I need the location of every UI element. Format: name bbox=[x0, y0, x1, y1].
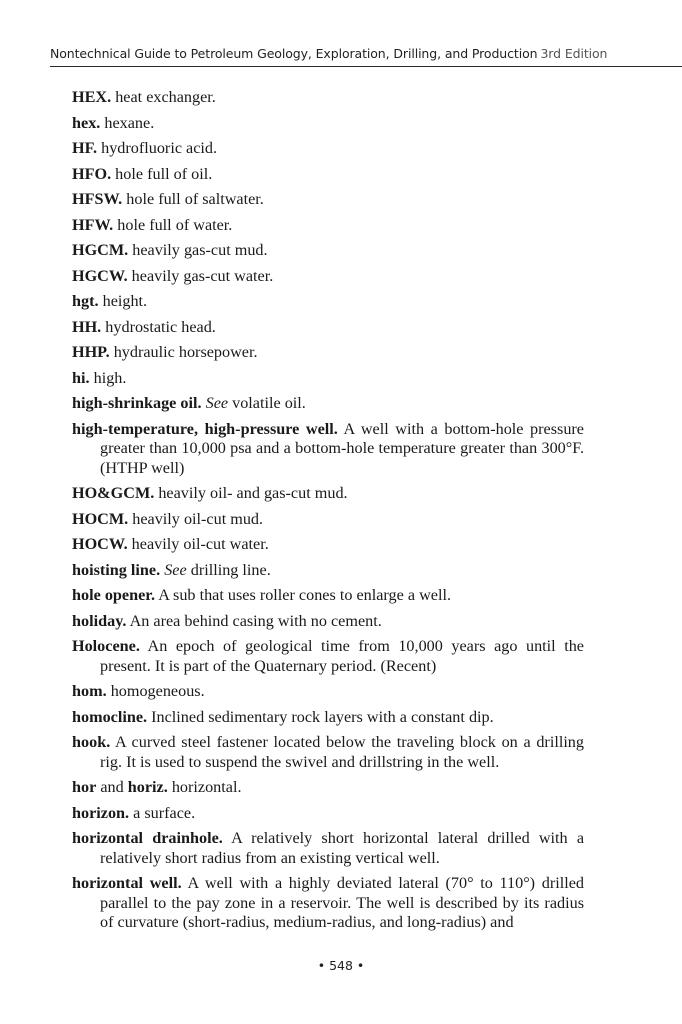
page-number: • 548 • bbox=[317, 958, 365, 973]
glossary-entry bbox=[72, 510, 584, 530]
entry-term: HFW. bbox=[72, 215, 114, 234]
entry-definition: heavily oil-cut water. bbox=[127, 535, 269, 553]
entry-definition: hole full of oil. bbox=[111, 164, 213, 183]
entry-term: horizontal well. bbox=[72, 874, 182, 892]
glossary-entry bbox=[72, 874, 584, 933]
entry-term: HOCM. bbox=[72, 509, 129, 528]
entry-term: Holocene. bbox=[72, 637, 140, 655]
entry-definition: heavily gas-cut mud. bbox=[128, 241, 268, 259]
glossary-entry bbox=[72, 190, 584, 210]
glossary-entry bbox=[72, 241, 584, 261]
entry-term: hex. bbox=[72, 113, 101, 132]
entry-term: HOCW. bbox=[72, 535, 128, 553]
entry-definition: hydraulic horsepower. bbox=[109, 343, 258, 361]
entry-term: HH. bbox=[72, 317, 102, 336]
glossary-entry bbox=[72, 484, 584, 504]
entry-term: HFSW. bbox=[72, 190, 123, 208]
entry-term: horizon. bbox=[72, 803, 130, 822]
glossary-entry bbox=[72, 88, 584, 108]
entry-term: high-shrinkage oil. bbox=[72, 394, 202, 412]
glossary-entry bbox=[72, 394, 584, 414]
entry-definition: drilling line. bbox=[186, 560, 271, 579]
glossary-entry bbox=[72, 637, 584, 676]
glossary-entry bbox=[72, 535, 584, 555]
glossary-entry bbox=[72, 829, 584, 868]
glossary-entry bbox=[72, 216, 584, 236]
glossary-entries bbox=[72, 88, 584, 939]
glossary-entry bbox=[72, 733, 584, 772]
entry-term: HF. bbox=[72, 139, 98, 157]
glossary-entry bbox=[72, 114, 584, 134]
glossary-entry bbox=[72, 318, 584, 338]
entry-definition: An area behind casing with no cement. bbox=[126, 611, 382, 630]
see-reference: See bbox=[201, 394, 229, 412]
edition-label: 3rd Edition bbox=[540, 46, 608, 61]
entry-definition: heat exchanger. bbox=[111, 88, 216, 106]
entry-definition: high. bbox=[89, 368, 127, 387]
glossary-entry bbox=[72, 292, 584, 312]
header-divider bbox=[50, 66, 682, 67]
entry-term: homocline. bbox=[72, 707, 148, 726]
glossary-entry bbox=[72, 586, 584, 606]
entry-definition: A curved steel fastener located below the traveling block on a drilling rig. It is used to suspend the swivel and drillstring in the well. bbox=[100, 733, 584, 771]
entry-definition: volatile oil. bbox=[228, 394, 306, 412]
entry-term: HGCM. bbox=[72, 241, 129, 259]
entry-term: HHP. bbox=[72, 343, 110, 361]
entry-definition: horizontal. bbox=[167, 778, 242, 796]
glossary-entry bbox=[72, 343, 584, 363]
glossary-entry bbox=[72, 682, 584, 702]
entry-definition: height. bbox=[98, 292, 148, 310]
entry-definition: A relatively short horizontal lateral drilled with a relatively short radius from an existing vertical well. bbox=[100, 829, 584, 867]
glossary-entry bbox=[72, 612, 584, 632]
entry-definition: heavily oil- and gas-cut mud. bbox=[154, 484, 348, 502]
entry-definition: hole full of water. bbox=[113, 215, 233, 234]
entry-definition: hexane. bbox=[100, 113, 155, 132]
running-header bbox=[50, 46, 682, 61]
entry-term: HFO. bbox=[72, 164, 112, 183]
entry-term: hoisting line. bbox=[72, 560, 161, 579]
entry-definition: a surface. bbox=[129, 803, 196, 822]
entry-term: hgt. bbox=[72, 292, 99, 310]
entry-term: hor bbox=[72, 778, 97, 796]
entry-definition: hydrofluoric acid. bbox=[97, 139, 218, 157]
entry-definition: A sub that uses roller cones to enlarge a well. bbox=[155, 586, 451, 604]
entry-definition: A well with a bottom-hole pressure greater than 10,000 psa and a bottom-hole temperature greater than 300°F. (HTHP well) bbox=[100, 419, 584, 477]
entry-term: horizontal drainhole. bbox=[72, 829, 223, 847]
glossary-entry bbox=[72, 804, 584, 824]
glossary-entry bbox=[72, 561, 584, 581]
entry-connector: and bbox=[96, 778, 128, 796]
entry-term: HEX. bbox=[72, 88, 112, 106]
glossary-entry bbox=[72, 139, 584, 159]
glossary-entry bbox=[72, 165, 584, 185]
entry-term: HO&GCM. bbox=[72, 484, 155, 502]
entry-definition: hole full of saltwater. bbox=[122, 190, 264, 208]
glossary-entry bbox=[72, 420, 584, 479]
glossary-entry bbox=[72, 267, 584, 287]
entry-definition: heavily oil-cut mud. bbox=[128, 509, 264, 528]
book-title: Nontechnical Guide to Petroleum Geology, Exploration, Drilling, and Production bbox=[50, 46, 538, 61]
entry-definition: homogeneous. bbox=[106, 682, 205, 700]
glossary-entry bbox=[72, 369, 584, 389]
entry-definition: An epoch of geological time from 10,000 years ago until the present. It is part of the Quaternary period. (Recent) bbox=[100, 637, 584, 675]
entry-term: HGCW. bbox=[72, 266, 128, 285]
entry-definition: hydrostatic head. bbox=[101, 317, 216, 336]
glossary-entry bbox=[72, 778, 584, 798]
entry-term: hi. bbox=[72, 368, 90, 387]
entry-term: high-temperature, high-pressure well. bbox=[72, 419, 338, 438]
entry-definition: Inclined sedimentary rock layers with a constant dip. bbox=[147, 707, 494, 726]
glossary-entry bbox=[72, 708, 584, 728]
entry-term: hook. bbox=[72, 733, 111, 751]
entry-definition: heavily gas-cut water. bbox=[127, 266, 274, 285]
entry-definition: A well with a highly deviated lateral (70° to 110°) drilled parallel to the pay zone in a reservoir. The well is described by its radius of curvature (short-radius, medium-radius, and long-radius) and bbox=[100, 874, 584, 931]
see-reference: See bbox=[160, 560, 187, 579]
entry-term: hom. bbox=[72, 682, 107, 700]
entry-term-alt: horiz. bbox=[127, 778, 168, 796]
entry-term: hole opener. bbox=[72, 586, 156, 604]
entry-term: holiday. bbox=[72, 611, 127, 630]
